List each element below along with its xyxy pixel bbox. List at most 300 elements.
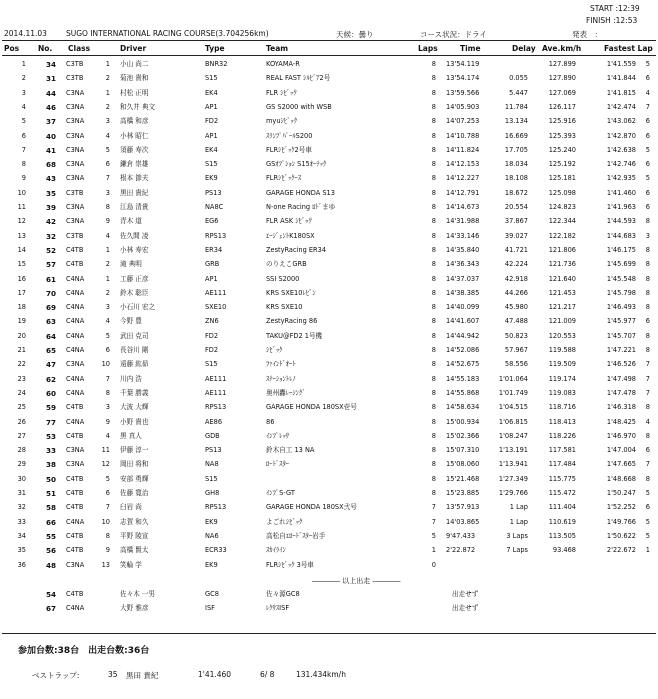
cell-fast: 1'41.844 (606, 74, 636, 83)
cell-pos: 35 (17, 546, 26, 555)
cell-type: S15 (205, 74, 218, 83)
table-row (0, 431, 658, 442)
cell-type: ER34 (205, 245, 223, 254)
cell-driver: 青木 道 (120, 217, 142, 226)
cell-no: 69 (45, 303, 56, 313)
cell-pos: 23 (17, 374, 26, 383)
cell-cls: C4NA (66, 288, 85, 297)
cell-laps: 8 (431, 260, 436, 269)
cell-time: 14'35.840 (446, 245, 480, 254)
table-row (0, 316, 658, 327)
cell-team: のりえこGRB (266, 260, 307, 269)
cell-ave: 122.182 (548, 231, 576, 240)
cell-delay: 3 Laps (506, 531, 528, 540)
cell-status: 出走せず (452, 590, 479, 598)
cell-cls: C4NA (66, 274, 85, 283)
cell-cp: 9 (105, 217, 110, 226)
cell-pos: 24 (17, 388, 26, 397)
cell-time: 14'12.791 (446, 188, 480, 197)
table-row (0, 417, 658, 428)
race-date: 2014.11.03 (4, 29, 47, 38)
cell-lap: 6 (645, 74, 650, 83)
cell-no: 59 (45, 403, 56, 413)
cell-team: KOYAMA-R (266, 60, 300, 68)
cell-no: 44 (45, 88, 56, 98)
cell-pos: 18 (17, 303, 26, 312)
cell-time: 14'55.183 (446, 374, 480, 383)
cell-cls: C4TB (66, 546, 84, 555)
cell-cls: C4NA (66, 388, 85, 397)
cell-fast: 1'48.425 (606, 417, 636, 426)
cell-cp: 9 (105, 417, 110, 426)
cell-no: 41 (45, 145, 56, 155)
cell-fast: 1'48.668 (606, 474, 636, 483)
cell-cp: 1 (105, 245, 110, 254)
cell-driver: 滝 典明 (120, 260, 142, 269)
cell-pos: 26 (17, 417, 26, 426)
cell-delay: 50.823 (504, 331, 528, 340)
cell-lap: 6 (645, 317, 650, 326)
cell-type: AP1 (205, 131, 218, 140)
table-row (0, 517, 658, 528)
cell-no: 51 (45, 489, 56, 498)
cell-delay: 42.224 (504, 260, 528, 269)
cell-delay: 37.867 (504, 217, 528, 226)
cell-lap: 8 (645, 403, 650, 412)
cell-delay: 1'01.749 (498, 388, 528, 397)
cell-no: 66 (45, 517, 56, 527)
cell-type: EK9 (205, 560, 218, 569)
cell-type: BNR32 (205, 60, 228, 68)
cell-delay: 5.447 (509, 88, 528, 97)
best-lap-lap: 6/ 8 (260, 670, 275, 679)
table-row (0, 388, 658, 399)
cell-type: RPS13 (205, 503, 227, 512)
cell-fast: 1'50.247 (606, 489, 636, 497)
cell-laps: 8 (431, 431, 436, 440)
cell-laps: 8 (431, 88, 436, 97)
table-row (0, 374, 658, 385)
cell-ave: 93.468 (552, 546, 576, 555)
cell-laps: 1 (431, 546, 436, 555)
cell-pos: 8 (21, 160, 26, 169)
cell-cls: C3NA (66, 446, 85, 455)
table-row (0, 288, 658, 299)
cell-time: 13'57.913 (446, 503, 480, 512)
cell-no: 40 (45, 131, 56, 141)
cell-no: 70 (45, 288, 56, 298)
cell-time: 14'03.865 (446, 517, 480, 526)
cell-pos: 20 (17, 331, 26, 340)
cell-ave: 125.192 (548, 160, 576, 169)
cell-delay: 0.055 (509, 74, 528, 83)
cell-cp: 3 (105, 403, 110, 412)
cell-driver: 高橋 和彦 (120, 117, 149, 126)
cell-fast: 1'45.548 (606, 274, 636, 283)
cell-cp: 5 (105, 474, 110, 483)
cell-lap: 5 (645, 174, 650, 183)
cell-ave: 119.509 (548, 360, 576, 369)
dns-row (0, 589, 658, 600)
cell-lap: 8 (645, 346, 650, 354)
cell-pos: 32 (17, 503, 26, 512)
cell-type: RPS13 (205, 231, 227, 240)
cell-time: 14'10.788 (446, 131, 480, 140)
cell-fast: 1'45.707 (606, 331, 636, 340)
cell-fast: 1'47.665 (606, 460, 636, 469)
cell-time: 13'54.119 (446, 60, 480, 68)
header-top-rule (2, 40, 656, 41)
table-row (0, 274, 658, 285)
cell-cp: 9 (105, 546, 110, 555)
cell-driver: 川内 浩 (120, 374, 142, 383)
cell-team: 高松自ｴﾛｰﾄﾞｽﾀｰ岩手 (266, 531, 326, 540)
cell-cls: C3TB (66, 60, 84, 68)
cell-driver: 小山 尚二 (120, 60, 149, 68)
table-row (0, 302, 658, 313)
cell-laps: 8 (431, 388, 436, 397)
table-row (0, 331, 658, 342)
cell-laps: 8 (431, 102, 436, 111)
cell-type: AE111 (205, 288, 227, 297)
cell-cls: C4TB (66, 474, 84, 483)
cell-lap: 5 (645, 145, 650, 154)
circuit-name: SUGO INTERNATIONAL RACING COURSE(3.704256km) (66, 29, 269, 38)
cell-time: 14'31.988 (446, 217, 480, 226)
cell-pos: 36 (17, 560, 26, 569)
cell-laps: 8 (431, 145, 436, 154)
cell-time: 14'52.086 (446, 346, 480, 354)
cell-team: TAKU@FD2 1号機 (266, 331, 323, 340)
cell-no: 35 (45, 188, 56, 198)
cell-delay: 41.721 (504, 245, 528, 254)
cell-time: 15'23.885 (446, 489, 480, 497)
cell-delay: 1'27.349 (498, 474, 528, 483)
cell-team: ﾌｧｲﾝﾄﾞｵｰﾄ (266, 360, 296, 369)
table-row (0, 116, 658, 127)
cell-delay: 45.980 (504, 303, 528, 312)
cell-type: GRB (205, 260, 220, 269)
cell-pos: 3 (21, 88, 26, 97)
cell-cp: 3 (105, 303, 110, 312)
cell-laps: 8 (431, 131, 436, 140)
col-team: Team (266, 44, 289, 53)
cell-cls: C4TB (66, 531, 84, 540)
col-no: No. (38, 44, 53, 53)
cell-cls: C3NA (66, 145, 85, 154)
cell-cls: C3NA (66, 117, 85, 126)
cell-team: ｽﾃｰｼｮﾝﾄﾚﾉ (266, 374, 296, 383)
cell-lap: 8 (645, 431, 650, 440)
cell-fast: 1'42.474 (606, 102, 636, 111)
cell-driver: 平野 陵宣 (120, 531, 149, 540)
cell-driver: 根本 節夫 (120, 174, 149, 183)
cell-team: ｽﾗﾝﾌﾟﾊﾟｰﾙS200 (266, 131, 313, 140)
cell-type: NA8C (205, 203, 224, 211)
weather: 天候：曇り (336, 30, 374, 39)
cell-pos: 29 (17, 460, 26, 469)
start-time: START :12:39 (590, 4, 640, 13)
cell-lap: 6 (645, 446, 650, 455)
best-lap-speed: 131.434km/h (296, 670, 346, 679)
cell-pos: 2 (21, 74, 26, 83)
cell-delay: 58.556 (504, 360, 528, 369)
cell-cp: 11 (101, 446, 110, 455)
cell-time: 14'55.868 (446, 388, 480, 397)
cell-pos: 33 (17, 517, 26, 526)
cell-ave: 125.098 (548, 188, 576, 197)
cell-team: N-one Racing ﾛﾄﾞまゆ (266, 203, 336, 211)
cell-driver: 佐藤 寛治 (120, 489, 149, 497)
cell-team: 86 (266, 417, 275, 426)
cell-cp: 7 (105, 503, 110, 512)
cell-time: 13'54.174 (446, 74, 480, 83)
cell-driver: 伊藤 淳一 (120, 446, 149, 455)
cell-type: ZN6 (205, 317, 219, 326)
cell-laps: 8 (431, 460, 436, 469)
cell-cls: C4TB (66, 590, 84, 598)
cell-driver: 笑輪 学 (120, 560, 142, 569)
cell-fast: 1'41.460 (606, 188, 636, 197)
cell-type: EG6 (205, 217, 219, 226)
cell-pos: 16 (17, 274, 26, 283)
cell-no: 54 (45, 590, 56, 599)
table-row (0, 73, 658, 84)
cell-fast: 1'47.478 (606, 388, 636, 397)
cell-laps: 8 (431, 360, 436, 369)
cell-cls: C4TB (66, 403, 84, 412)
cell-time: 14'12.153 (446, 160, 480, 169)
cell-delay: 7 Laps (506, 546, 528, 555)
cell-type: RPS13 (205, 403, 227, 412)
cell-driver: 武田 克司 (120, 331, 149, 340)
cell-cls: C4NA (66, 604, 85, 612)
cell-team: GARAGE HONDA 180SX弐号 (266, 503, 357, 512)
cell-lap: 7 (645, 388, 650, 397)
cell-lap: 7 (645, 360, 650, 369)
cell-cp: 4 (105, 231, 110, 240)
cell-delay: 1'13.191 (498, 446, 528, 455)
cell-ave: 113.505 (548, 531, 576, 540)
cell-cls: C3NA (66, 560, 85, 569)
cell-cls: C4NA (66, 317, 85, 326)
cell-fast: 1'45.798 (606, 288, 636, 297)
cell-fast: 1'50.622 (606, 531, 636, 540)
cell-driver: 工藤 正彦 (120, 274, 149, 283)
cell-time: 14'58.634 (446, 403, 480, 412)
cell-laps: 8 (431, 446, 436, 455)
cell-team: 佐々源GC8 (266, 590, 300, 598)
cell-cp: 10 (101, 360, 110, 369)
cell-time: 13'59.566 (446, 88, 480, 97)
cell-no: 67 (45, 604, 56, 613)
cell-type: FD2 (205, 331, 219, 340)
cell-team: よごれｼﾋﾞｯｸ (266, 517, 303, 526)
cell-ave: 121.217 (548, 303, 576, 312)
cell-type: AP1 (205, 102, 218, 111)
cell-lap: 5 (645, 517, 650, 526)
cell-team: FLRｼﾋﾞｯｸ2号車 (266, 145, 312, 154)
cell-ave: 117.581 (548, 446, 576, 455)
cell-fast: 1'42.638 (606, 145, 636, 154)
cell-delay: 1'29.766 (498, 489, 528, 497)
cell-lap: 5 (645, 489, 650, 497)
cell-lap: 8 (645, 288, 650, 297)
cell-no: 62 (45, 374, 56, 384)
cell-laps: 8 (431, 245, 436, 254)
cell-ave: 115.775 (548, 474, 576, 483)
entry-summary: 参加台数:38台 出走台数:36台 (18, 646, 150, 656)
cell-no: 48 (45, 560, 56, 570)
cell-cp: 1 (105, 274, 110, 283)
cell-type: AP1 (205, 274, 218, 283)
cell-delay: 18.034 (504, 160, 528, 169)
cell-driver: 佐々木 一男 (120, 590, 156, 598)
cell-type: ECR33 (205, 546, 227, 555)
cell-delay: 39.027 (504, 231, 528, 240)
cell-pos: 25 (17, 403, 26, 412)
cell-cp: 12 (101, 460, 110, 469)
cell-lap: 8 (645, 245, 650, 254)
cell-cp: 2 (105, 102, 110, 111)
cell-team: SSI S2000 (266, 274, 300, 283)
cell-laps: 8 (431, 374, 436, 383)
cell-fast: 1'42.935 (606, 174, 636, 183)
cell-lap: 7 (645, 374, 650, 383)
cell-ave: 119.174 (548, 374, 576, 383)
cell-time: 14'38.385 (446, 288, 480, 297)
table-row (0, 560, 658, 571)
cell-cp: 5 (105, 145, 110, 154)
cell-driver: 安部 勇輝 (120, 474, 149, 483)
cell-fast: 1'43.062 (606, 117, 636, 126)
best-lap-no: 35 (108, 670, 118, 679)
table-row (0, 445, 658, 456)
cell-driver: 江島 清貴 (120, 203, 149, 211)
cell-cls: C4NA (66, 374, 85, 383)
cell-driver: 臼岩 尚 (120, 503, 142, 512)
cell-team: FLRｼﾋﾞｯｸｰｽ (266, 174, 302, 183)
table-row (0, 145, 658, 156)
cell-laps: 8 (431, 217, 436, 226)
cell-pos: 17 (17, 288, 26, 297)
cell-pos: 10 (17, 188, 26, 197)
cell-pos: 34 (17, 531, 26, 540)
cell-no: 50 (45, 474, 56, 484)
cell-pos: 11 (17, 203, 26, 211)
cell-fast: 1'42.870 (606, 131, 636, 140)
cell-time: 14'40.099 (446, 303, 480, 312)
table-row (0, 359, 658, 370)
cell-fast: 1'47.221 (606, 346, 636, 354)
cell-ave: 118.413 (548, 417, 576, 426)
cell-type: AE111 (205, 388, 227, 397)
cell-time: 14'14.673 (446, 203, 480, 211)
table-row (0, 531, 658, 542)
cell-fast: 1'44.683 (606, 231, 636, 240)
cell-delay: 1'13.941 (498, 460, 528, 469)
cell-cp: 3 (105, 117, 110, 126)
cell-type: SXE10 (205, 303, 227, 312)
cell-cp: 8 (105, 203, 110, 211)
cell-type: EK9 (205, 517, 218, 526)
cell-time: 14'05.903 (446, 102, 480, 111)
cell-no: 38 (45, 460, 56, 470)
cell-driver: 須藤 寿次 (120, 145, 149, 154)
cell-ave: 119.083 (548, 388, 576, 397)
cell-type: AE111 (205, 374, 227, 383)
cell-pos: 9 (21, 174, 26, 183)
cell-lap: 6 (645, 131, 650, 140)
cell-pos: 6 (21, 131, 26, 140)
cell-cls: C4NA (66, 331, 85, 340)
cell-ave: 119.588 (548, 346, 576, 354)
cell-team: KRS SXE10ﾚﾋﾞﾝ (266, 288, 316, 297)
cell-cp: 6 (105, 346, 110, 354)
cell-laps: 8 (431, 74, 436, 83)
cell-ave: 125.240 (548, 145, 576, 154)
cell-team: ZestyRacing 86 (266, 317, 318, 326)
cell-pos: 7 (21, 145, 26, 154)
cell-laps: 8 (431, 60, 436, 68)
cell-cp: 2 (105, 288, 110, 297)
cell-fast: 1'42.746 (606, 160, 636, 169)
cell-cp: 6 (105, 489, 110, 497)
cell-no: 60 (45, 388, 56, 398)
cell-ave: 126.117 (548, 102, 576, 111)
cell-type: EK9 (205, 174, 218, 183)
cell-pos: 21 (17, 346, 26, 354)
cell-no: 61 (45, 274, 56, 284)
cell-ave: 118.716 (548, 403, 576, 412)
cell-cls: C3NA (66, 217, 85, 226)
cell-team: GARAGE HONDA S13 (266, 188, 335, 197)
cell-team: GARAGE HONDA 180SX壱号 (266, 403, 357, 412)
cell-fast: 1'47.004 (606, 446, 636, 455)
cell-laps: 8 (431, 117, 436, 126)
cell-pos: 19 (17, 317, 26, 326)
cell-driver: 志賀 和久 (120, 517, 149, 526)
cell-cp: 4 (105, 431, 110, 440)
cell-team: FLR ｼﾋﾞｯｸ (266, 88, 297, 97)
cell-laps: 8 (431, 303, 436, 312)
cell-driver: 大波 大輝 (120, 403, 149, 412)
cell-laps: 8 (431, 274, 436, 283)
cell-laps: 0 (431, 560, 436, 569)
cell-lap: 7 (645, 102, 650, 111)
cell-team: GSｵﾌﾟｼｮﾝ S15ｵｰﾃｯｸ (266, 160, 327, 169)
table-row (0, 345, 658, 356)
cell-ave: 121.736 (548, 260, 576, 269)
cell-team: KRS SXE10 (266, 303, 303, 312)
cell-delay: 47.488 (504, 317, 528, 326)
cell-lap: 8 (645, 274, 650, 283)
col-type: Type (205, 44, 225, 53)
cell-laps: 7 (431, 503, 436, 512)
cell-type: GH8 (205, 489, 220, 497)
cell-cls: C3NA (66, 460, 85, 469)
cell-cls: C3NA (66, 360, 85, 369)
cell-pos: 4 (21, 102, 26, 111)
cell-cp: 1 (105, 60, 110, 68)
cell-fast: 1'46.175 (606, 245, 636, 254)
cell-driver: 大野 雅彦 (120, 604, 149, 612)
cell-cls: C4TB (66, 260, 84, 269)
cell-driver: 小野 貴也 (120, 417, 149, 426)
cell-time: 15'00.934 (446, 417, 480, 426)
cell-cp: 7 (105, 374, 110, 383)
cell-no: 42 (45, 217, 56, 227)
